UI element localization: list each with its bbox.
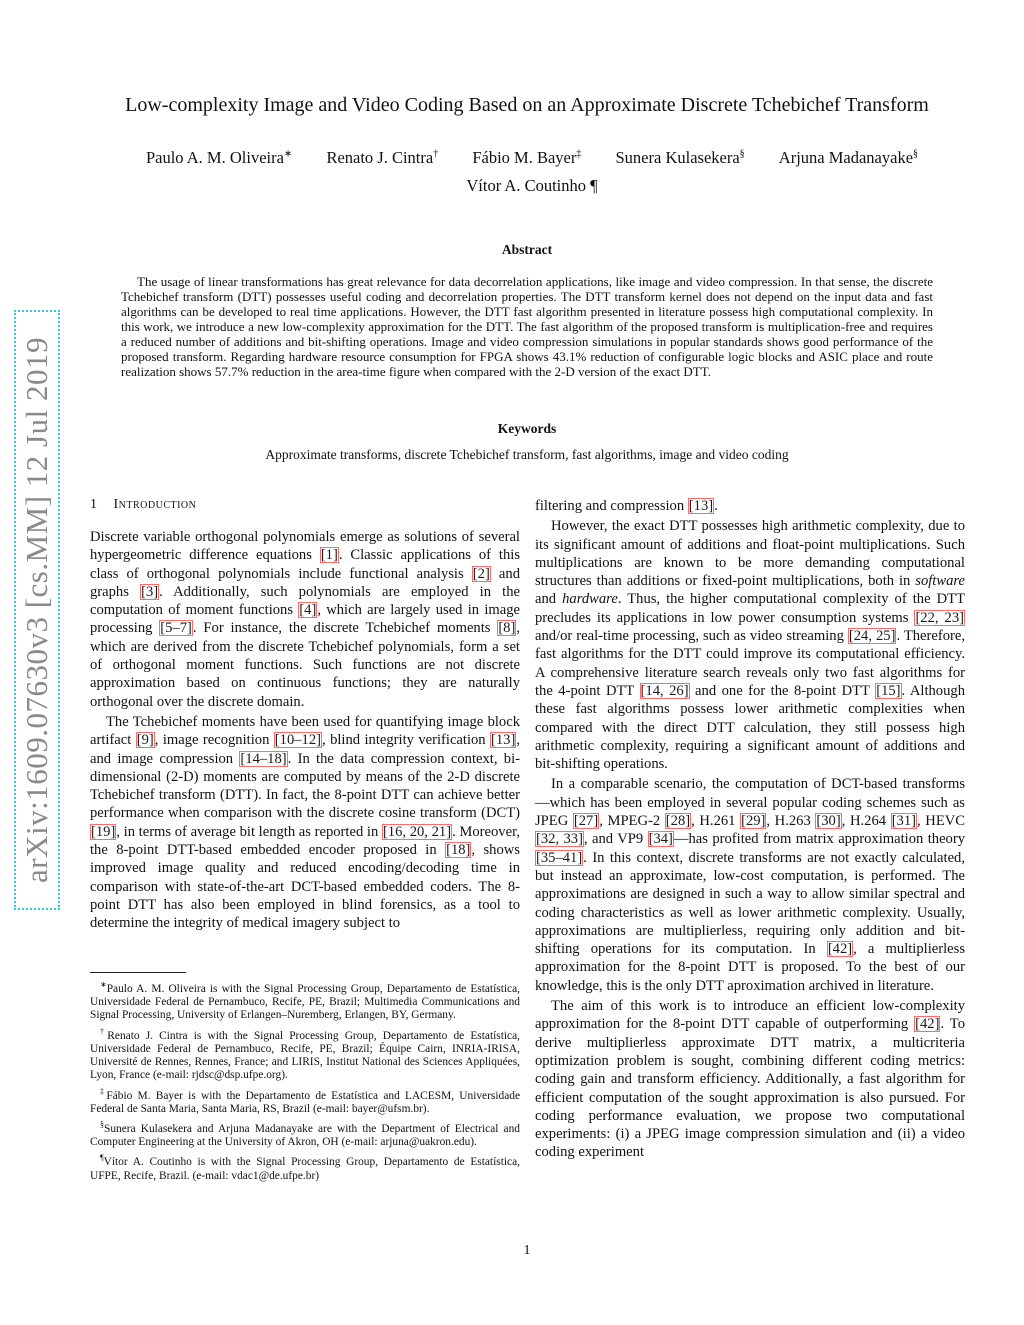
footnote: ¶Vítor A. Coutinho is with the Signal Processing Group, Departamento de Estatística, UFPE, Recife, Brazil. (e-mail: vdac1@de.ufpe.br) <box>90 1153 520 1182</box>
paragraph: In a comparable scenario, the computation of DCT-based transforms—which has been employed in several popular coding schemes such as JPEG [27], MPEG-2 [28], H.261 [29], H.263 [30], H.264 [31], HEVC [32, 33], and VP9 [34]—has profited from matrix approximation theory [35–41]. In this context, discrete transforms are not exactly calculated, but instead an approximate, low-cost computation, is performed. The approximations are designed in such a way to allow similar spectral and coding characteristics as well as lower arithmetic complexity. Usually, approximations are multiplierless, requiring only addition and bit-shifting operations for its computation. In [42], a multiplierless approximation for the 8-point DTT is proposed. To the best of our knowledge, this is the only DTT aproximation archived in literature. <box>535 776 966 994</box>
section-heading <box>90 497 196 513</box>
citation-link[interactable]: [35–41] <box>536 849 583 866</box>
citation-link[interactable]: [29] <box>741 813 766 830</box>
keywords-heading: Keywords <box>497 421 557 436</box>
footnote: †Renato J. Cintra is with the Signal Processing Group, Departamento de Estatística, Universidade Federal de Pernambuco, Recife, PE, Brazil; Équipe Cairn, INRIA-IRISA, Université de Rennes, Rennes, France; and LIRIS, Institut National des Sciences Appliquées, Lyon, France (e-mail: rjdsc@dsp.ufpe.org). <box>90 1026 521 1082</box>
paragraph: Discrete variable orthogonal polynomials emerge as solutions of several hypergeometric difference equations [1]. Classic applications of this class of orthogonal polynomials include functional analysis [2] and graphs [3]. Additionally, such polynomials are employed in the computation of moment functions [4], which are largely used in image processing [5–7]. For instance, the discrete Tchebichef moments [8], which are derived from the discrete Tchebichef polynomials, form a set of orthogonal moment functions. Such functions are not discrete approximation based on continuous functions; they are naturally orthogonal over the discrete domain. <box>90 529 520 710</box>
citation-link[interactable]: [8] <box>498 620 516 637</box>
author-2: Renato J. Cintra† <box>326 147 439 167</box>
arxiv-id-label: arXiv:1609.07630v3 [cs.MM] 12 Jul 2019 <box>19 337 54 883</box>
citation-link[interactable]: [42] <box>915 1016 940 1033</box>
citation-link[interactable]: [30] <box>816 813 841 830</box>
citation-link[interactable]: [27] <box>573 813 599 830</box>
citation-link[interactable]: [2] <box>472 565 490 582</box>
right-column <box>535 497 965 1162</box>
paragraph: The Tchebichef moments have been used for quantifying image block artifact [9], image recognition [10–12], blind integrity verification [13], and image compression [14–18]. In the data compression context, bi-dimensional (2-D) moments are computed by means of the 2-D discrete Tchebichef transform (DTT). In fact, the 8-point DTT can achieve better performance when comparison with the discrete cosine transform (DCT) [19], in terms of average bit length as reported in [16, 20, 21]. Moreover, the 8-point DTT-based embedded encoder proposed in [18], shows improved image quality and reduced encoding/decoding time in comparison with state-of-the-art DCT-based embedded coders. The 8-point DTT has also been employed in blind forensics, as a tool to determine the integrity of medical imagery subject to <box>90 713 520 932</box>
paragraph: filtering and compression [13]. <box>535 498 718 514</box>
citation-link[interactable]: [4] <box>299 602 317 619</box>
citation-link[interactable]: [42] <box>827 941 853 958</box>
footnote: §Sunera Kulasekera and Arjuna Madanayake are with the Department of Electrical and Computer Engineering at the University of Akron, OH (e-mail: arjuna@uakron.edu). <box>90 1120 520 1149</box>
citation-link[interactable]: [16, 20, 21] <box>382 823 452 840</box>
citation-link[interactable]: [9] <box>136 732 154 749</box>
arxiv-sidebar-stamp[interactable] <box>14 310 60 910</box>
citation-link[interactable]: [28] <box>665 813 691 830</box>
citation-link[interactable]: [3] <box>141 583 159 600</box>
citation-link[interactable]: [14, 26] <box>640 682 689 699</box>
citation-link[interactable]: [22, 23] <box>915 609 964 626</box>
citation-link[interactable]: [5–7] <box>160 620 192 637</box>
citation-link[interactable]: [18] <box>446 842 471 859</box>
citation-link[interactable]: [1] <box>320 547 338 564</box>
footnote: ‡Fábio M. Bayer is with the Departamento de Estatística and LACESM, Universidade Federal de Santa Maria, Santa Maria, RS, Brazil (e-mail: bayer@ufsm.br). <box>90 1086 521 1115</box>
footnotes <box>90 978 520 1185</box>
citation-link[interactable]: [13] <box>688 498 714 514</box>
keywords-text: Approximate transforms, discrete Tchebichef transform, fast algorithms, image and video coding <box>265 447 789 462</box>
page-number: 1 <box>523 1243 531 1258</box>
citation-link[interactable]: [19] <box>91 823 116 840</box>
author-5: Arjuna Madanayake§ <box>778 147 919 167</box>
citation-link[interactable]: [34] <box>648 831 673 848</box>
citation-link[interactable]: [31] <box>891 813 917 830</box>
author-6: Vítor A. Coutinho ¶ <box>466 175 598 195</box>
citation-link[interactable]: [14–18] <box>240 750 287 767</box>
footnote: ∗Paulo A. M. Oliveira is with the Signal Processing Group, Departamento de Estatística, Universidade Federal de Pernambuco, Recife, PE, Brazil; Multimedia Communications and Signal Processing, University of Erlangen–Nuremberg, Erlangen, BY, Germany. <box>90 980 520 1022</box>
citation-link[interactable]: [10–12] <box>274 732 321 749</box>
citation-link[interactable]: [24, 25] <box>848 628 896 645</box>
paper-title: Low-complexity Image and Video Coding Based on an Approximate Discrete Tchebichef Transform <box>125 94 929 116</box>
author-1: Paulo A. M. Oliveira∗ <box>145 147 293 167</box>
left-column <box>90 528 520 933</box>
citation-link[interactable]: [15] <box>876 682 901 699</box>
paragraph: The aim of this work is to introduce an efficient low-complexity approximation for the 8-point DTT capable of outperforming [42]. To derive multiplierless approximate DTT matrix, a multicriteria optimization problem is sought, combining different coding metrics: coding gain and transform efficiency. Additionally, a fast algorithm for efficient computation of the sought approximation is also pursued. For coding performance evaluation, we propose two computational experiments: (i) a JPEG image compression simulation and (ii) a video coding experiment <box>535 998 965 1161</box>
section-number: 1 <box>90 497 98 512</box>
author-4: Sunera Kulasekera§ <box>615 147 745 167</box>
abstract-heading: Abstract <box>501 242 553 257</box>
paragraph: However, the exact DTT possesses high arithmetic complexity, due to its significant amount of additions and float-point multiplications. Such multiplications are known to be more demanding computational structures than additions or fixed-point multiplications, both in software and hardware. Thus, the higher computational complexity of the DTT precludes its applications in low power consumption systems [22, 23] and/or real-time processing, such as video streaming [24, 25]. Therefore, fast algorithms for the DTT could improve its computational efficiency. A comprehensive literature search reveals only two fast algorithms for the 4-point DTT [14, 26] and one for the 8-point DTT [15]. Although these fast algorithms possess lower arithmetic complexities when compared with the direct DTT calculation, they still possess high arithmetic complexity, requiring a significant amount of additions and bit-shifting operations. <box>535 518 965 773</box>
author-list <box>80 140 984 200</box>
citation-link[interactable]: [13] <box>491 732 516 749</box>
author-3: Fábio M. Bayer‡ <box>472 147 582 167</box>
abstract-text: The usage of linear transformations has great relevance for data decorrelation applications, like image and video compression. In that sense, the discrete Tchebichef transform (DTT) possesses useful coding and decorrelation properties. The DTT transform kernel does not depend on the input data and fast algorithms can be developed to real time applications. However, the DTT fast algorithm presented in literature possess high computational complexity. In this work, we introduce a new low-complexity approximation for the DTT. The fast algorithm of the proposed transform is multiplication-free and requires a reduced number of additions and bit-shifting operations. Image and video compression simulations in popular standards shows good performance of the proposed transform. Regarding hardware resource consumption for FPGA shows 43.1% reduction of configurable logic blocks and ASIC place and route realization shows 57.7% reduction in the area-time figure when compared with the 2-D version of the exact DTT. <box>121 274 933 379</box>
section-title: Introduction <box>113 497 197 512</box>
footnote-divider <box>90 972 186 973</box>
citation-link[interactable]: [32, 33] <box>536 831 583 848</box>
